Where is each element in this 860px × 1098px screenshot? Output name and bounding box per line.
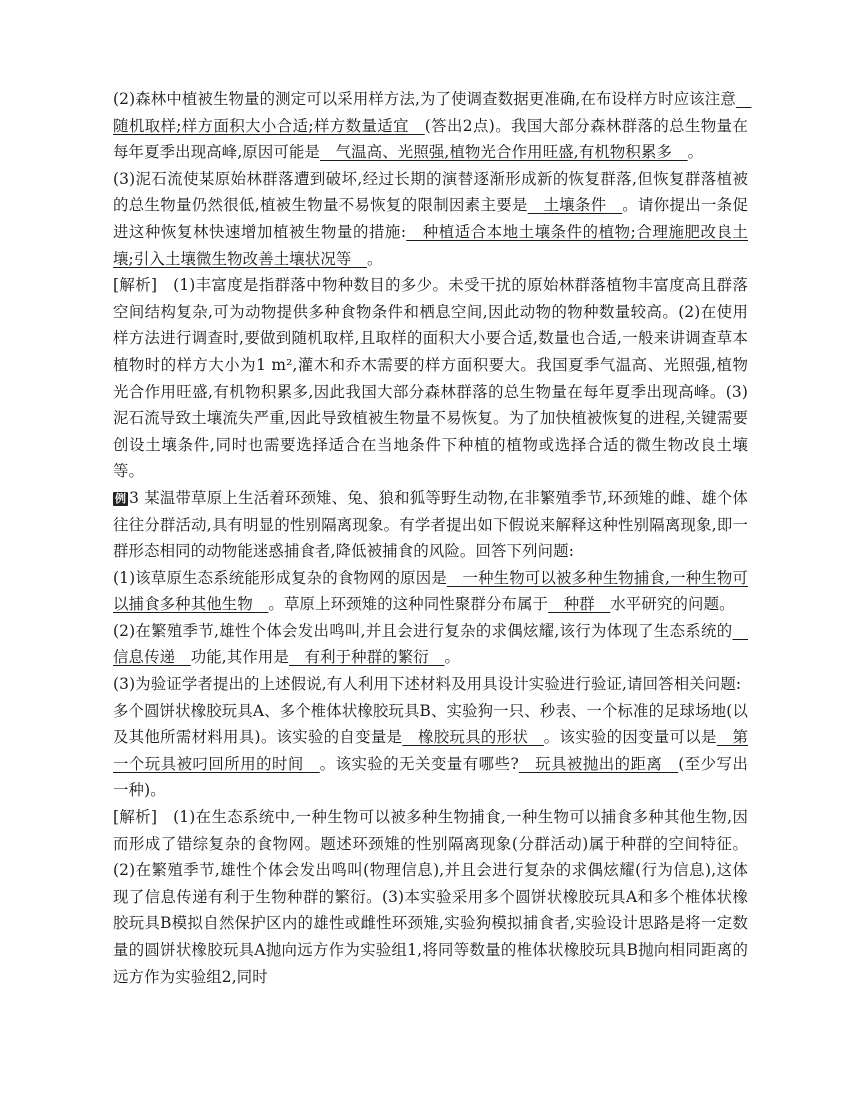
example-3-analysis: [解析] (1)在生态系统中,一种生物可以被多种生物捕食,一种生物可以捕食多种其他生物,因而形成了错综复杂的食物网。题述环颈雉的性别隔离现象(分群活动)属于种群的空间特征。(2)在繁殖季节,雄性个体会发出鸣叫(物理信息),并且会进行复杂的求偶炫耀(行为信息),这体现了信息传递有利于生物种群的繁衍。(3)本实验采用多个圆饼状橡胶玩具A和多个椎体状橡胶玩具B模拟自然保护区内的雄性或雌性环颈雉,实验狗模拟捕食者,实验设计思路是将一定数量的圆饼状橡胶玩具A抛向远方作为实验组1,将同等数量的椎体状橡胶玩具B抛向相同距离的远方作为实验组2,同时 [113,808,748,986]
example-badge: 例 [115,491,127,505]
question-text: (3)泥石流使某原始林群落遭到破坏,经过长期的演替逐渐形成新的恢复群落,但恢复群落植被的总生物量仍然很低,植被生物量不易恢复的限制因素主要是 [113,169,748,215]
answer-blank: 玩具被抛出的距离 [518,754,679,773]
question-text: 。 [687,143,704,162]
question-text: (1)该草原生态系统能形成复杂的食物网的原因是 [113,568,447,587]
question-text: 。草原上环颈雉的这种同性聚群分布属于 [268,595,549,614]
answer-blank: 土壤条件 [527,196,623,215]
question-2-analysis: [解析] (1)丰富度是指群落中物种数目的多少。未受干扰的原始林群落植物丰富度高且群落空间结构复杂,可为动物提供多种食物条件和栖息空间,因此动物的物种数量较高。(2)在使用样方法进行调查时,要做到随机取样,且取样的面积大小要合适,数量也合适,一般来讲调查草本植物时的样方大小为1 m²,灌木和乔木需要的样方面积要大。我国夏季气温高、光照强,植物光合作用旺盛,有机物积累多,因此我国大部分森林群落的总生物量在每年夏季出现高峰。(3)泥石流导致土壤流失严重,因此导致植被生物量不易恢复。为了加快植被恢复的进程,关键需要创设土壤条件,同时也需要选择适合在当地条件下种植的植物或选择合适的微生物改良土壤等。 [113,276,748,481]
question-text: 。 [444,648,460,667]
question-2-part-2 [113,86,752,166]
answer-blank: 随机取样;样方面积大小合适;样方数量适宜 [113,90,752,135]
example-3-stem [113,485,748,565]
answer-blank: 有利于种群的繁衍 [289,648,445,667]
example-3-part-3-materials [113,698,748,804]
question-text: 。该实验的无关变量有哪些? [319,754,519,773]
question-text: (答出2点)。我国大部分森林群落的总生物量在每年夏季出现高峰,原因可能是 [113,116,748,162]
question-2-part-3 [113,166,748,272]
answer-blank: 信息传递 [113,621,748,667]
question-text: 。请你提出一条促进这种恢复林快速增加植被生物量的措施: [113,196,748,241]
answer-blank: 气温高、光照强,植物光合作用旺盛,有机物积累多 [320,143,688,162]
example-3-part-1 [113,565,748,618]
answer-blank: 一种生物可以被多种生物捕食,一种生物可以捕食多种其他生物 [113,568,748,614]
question-text: 。该实验的因变量可以是 [543,728,717,747]
question-text: (至少写出一种)。 [113,754,748,800]
question-text: (2)森林中植被生物量的测定可以采用样方法,为了使调查数据更准确,在布设样方时应该注意 [113,90,736,108]
answer-blank: 橡胶玩具的形状 [402,728,544,747]
answer-blank: 种植适合本地土壤条件的植物;合理施肥改良土壤;引入土壤微生物改善土壤状况等 [113,222,748,268]
question-text: 功能,其作用是 [190,648,290,667]
answer-blank: 第一个玩具被叼回所用的时间 [113,728,748,773]
question-text: 某温带草原上生活着环颈雉、兔、狼和狐等野生动物,在非繁殖季节,环颈雉的雌、雄个体往往分群活动,具有明显的性别隔离现象。有学者提出如下假说来解释这种性别隔离现象,即一群形态相同的动物能迷惑捕食者,降低被捕食的风险。回答下列问题: [113,488,748,561]
answer-blank: 种群 [548,595,611,614]
question-text: (2)在繁殖季节,雄性个体会发出鸣叫,并且会进行复杂的求偶炫耀,该行为体现了生态系统的 [113,621,733,640]
example-3-part-2 [113,618,748,671]
example-number: 3 [129,488,140,507]
question-text: 。 [367,249,383,268]
question-text: 多个圆饼状橡胶玩具A、多个椎体状橡胶玩具B、实验狗一只、秒表、一个标准的足球场地(以及其他所需材料用具)。该实验的自变量是 [113,701,748,747]
question-text: 水平研究的问题。 [610,595,735,614]
example-3-part-3-intro: (3)为验证学者提出的上述假说,有人利用下述材料及用具设计实验进行验证,请回答相关问题: [113,675,742,694]
document-page [113,86,752,990]
